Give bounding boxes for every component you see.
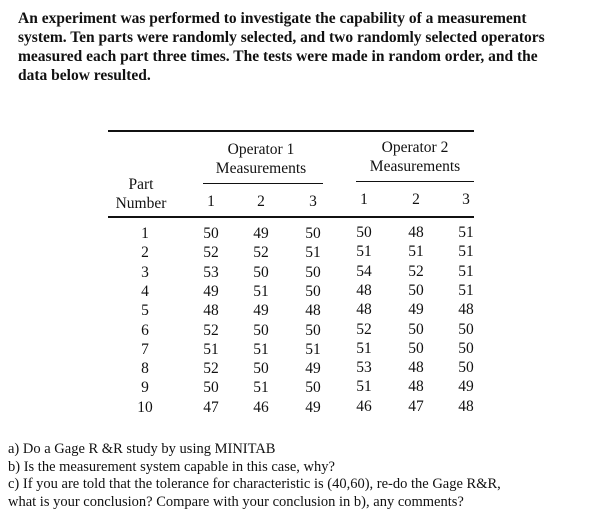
measurement-cell: 48 — [408, 224, 424, 241]
part-number-cell: 3 — [141, 263, 149, 281]
measurement-cell: 49 — [305, 398, 321, 416]
measurement-cell: 50 — [305, 225, 321, 242]
measurement-cell: 48 — [305, 302, 321, 320]
question-line: a) Do a Gage R &R study by using MINITAB — [8, 441, 276, 457]
measurement-cell: 51 — [458, 281, 474, 299]
measurement-cell: 51 — [408, 243, 424, 261]
measurement-cell: 49 — [203, 282, 219, 300]
part-number-cell: 7 — [141, 340, 149, 358]
measurement-cell: 51 — [356, 378, 372, 396]
measurement-cell: 53 — [356, 359, 372, 377]
intro-line: An experiment was performed to investigate the capability of a measurement — [18, 10, 527, 27]
measurement-cell: 50 — [408, 320, 424, 338]
problem-statement — [18, 9, 593, 85]
measurement-cell: 47 — [408, 397, 424, 415]
operator2-header — [354, 138, 476, 176]
measurement-cell: 48 — [458, 397, 474, 415]
measurement-cell: 50 — [203, 225, 219, 242]
measurement-cell: 51 — [203, 340, 219, 358]
measurement-cell: 48 — [408, 359, 424, 377]
measurement-cell: 46 — [253, 398, 269, 416]
intro-line: data below resulted. — [18, 67, 151, 84]
question-line: c) If you are told that the tolerance for characteristic is (40,60), re-do the Gage R&R, — [8, 476, 501, 492]
measurement-cell: 49 — [253, 302, 269, 320]
measurement-cell: 46 — [356, 397, 372, 415]
operator1-subtitle: Measurements — [215, 160, 307, 177]
part-header-line2: Number — [115, 195, 167, 212]
measurement-cell: 50 — [305, 321, 321, 339]
operator1-header — [200, 140, 322, 178]
col-label: 1 — [360, 191, 368, 208]
measurement-cell: 51 — [458, 262, 474, 280]
measurement-cell: 50 — [253, 360, 269, 378]
measurement-cell: 51 — [458, 224, 474, 241]
measurement-cell: 48 — [203, 302, 219, 320]
measurement-cell: 48 — [356, 281, 372, 299]
part-number-cell: 8 — [141, 360, 149, 378]
intro-line: system. Ten parts were randomly selected, and two randomly selected operators — [18, 29, 545, 46]
operator2-subtitle: Measurements — [369, 158, 461, 175]
part-number-cell: 5 — [141, 302, 149, 320]
col-label: 3 — [462, 191, 470, 208]
measurement-cell: 50 — [253, 321, 269, 339]
col-label: 2 — [412, 191, 420, 208]
part-number-header — [108, 175, 174, 213]
measurement-cell: 48 — [356, 301, 372, 319]
measurement-cell: 51 — [253, 340, 269, 358]
measurement-cell: 50 — [458, 320, 474, 338]
measurement-cell: 49 — [253, 225, 269, 242]
measurement-cell: 50 — [305, 379, 321, 397]
measurement-cell: 50 — [305, 263, 321, 281]
operator1-rule — [203, 183, 323, 184]
measurement-cell: 50 — [253, 263, 269, 281]
measurement-cell: 50 — [408, 281, 424, 299]
intro-line: measured each part three times. The tests were made in random order, and the — [18, 48, 538, 65]
col-label: 3 — [309, 193, 317, 210]
measurement-cell: 50 — [305, 282, 321, 300]
measurement-cell: 54 — [356, 262, 372, 280]
measurement-cell: 50 — [458, 359, 474, 377]
measurement-cell: 52 — [408, 262, 424, 280]
measurement-cell: 52 — [203, 360, 219, 378]
questions — [8, 441, 598, 511]
measurement-cell: 51 — [356, 243, 372, 261]
measurement-cell: 51 — [253, 282, 269, 300]
measurement-cell: 49 — [408, 301, 424, 319]
operator2-title: Operator 2 — [381, 139, 449, 156]
measurement-cell: 50 — [356, 224, 372, 241]
measurement-cell: 53 — [203, 263, 219, 281]
measurement-cell: 52 — [356, 320, 372, 338]
measurement-cell: 51 — [253, 379, 269, 397]
measurement-cell: 51 — [305, 244, 321, 262]
measurement-cell: 48 — [458, 301, 474, 319]
operator2-rule — [356, 181, 474, 182]
part-number-cell: 4 — [141, 282, 149, 300]
operator1-title: Operator 1 — [227, 141, 295, 158]
measurement-cell: 52 — [253, 244, 269, 262]
measurement-cell: 49 — [305, 360, 321, 378]
measurement-cell: 51 — [356, 339, 372, 357]
question-line: b) Is the measurement system capable in this case, why? — [8, 458, 335, 475]
measurement-table — [108, 128, 478, 428]
part-number-cell: 9 — [141, 379, 149, 397]
table-top-rule — [108, 130, 474, 132]
part-header-line1: Part — [128, 176, 154, 193]
measurement-cell: 50 — [203, 379, 219, 397]
measurement-cell: 48 — [408, 378, 424, 396]
part-number-cell: 10 — [137, 398, 153, 416]
measurement-cell: 49 — [458, 378, 474, 396]
measurement-cell: 51 — [305, 340, 321, 358]
measurement-cell: 51 — [458, 243, 474, 261]
part-number-cell: 1 — [141, 225, 149, 242]
measurement-cell: 52 — [203, 244, 219, 262]
header-bottom-rule — [108, 216, 474, 218]
measurement-cell: 52 — [203, 321, 219, 339]
measurement-cell: 50 — [408, 339, 424, 357]
col-label: 2 — [257, 193, 265, 210]
measurement-cell: 50 — [458, 339, 474, 357]
measurement-cell: 47 — [203, 398, 219, 416]
part-number-cell: 6 — [141, 321, 149, 339]
question-line: what is your conclusion? Compare with your conclusion in b), any comments? — [8, 493, 464, 510]
col-label: 1 — [207, 193, 215, 210]
part-number-cell: 2 — [141, 244, 149, 262]
